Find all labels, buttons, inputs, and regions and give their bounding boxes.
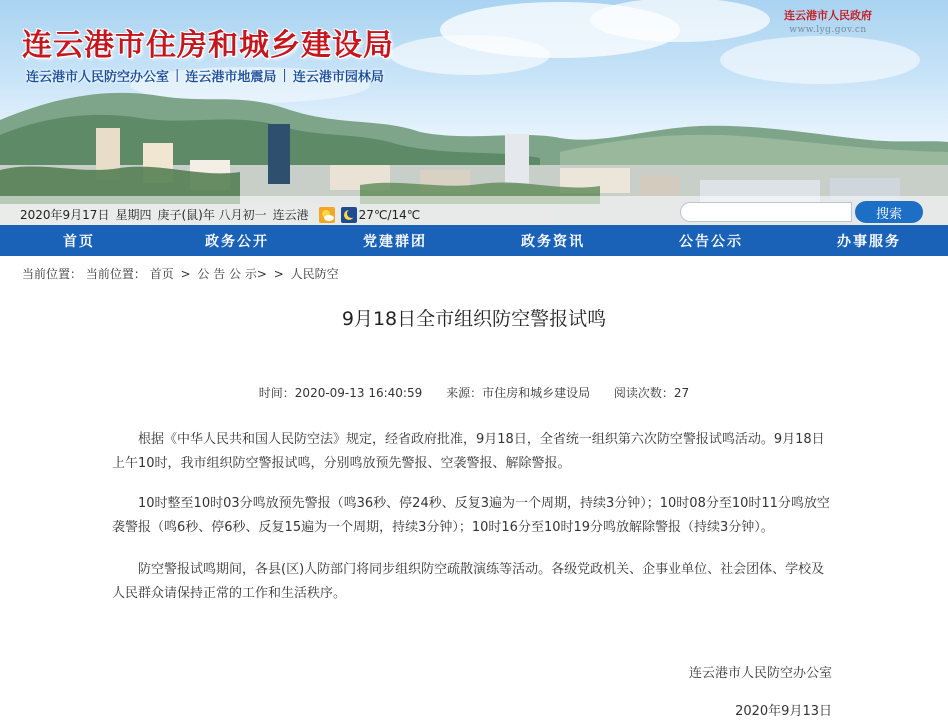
city-government-link[interactable] — [784, 7, 872, 35]
breadcrumb — [22, 265, 339, 282]
breadcrumb-prefix: 当前位置： — [22, 267, 83, 281]
sun-cloud-icon — [319, 207, 335, 223]
article-source: 来源：市住房和城乡建设局 — [446, 386, 591, 400]
search-button[interactable]: 搜索 — [855, 201, 923, 223]
separator: | — [175, 68, 180, 83]
city-text: 连云港 — [272, 208, 309, 222]
nav-item-home[interactable]: 首页 — [63, 233, 95, 250]
publish-time: 时间：2020-09-13 16:40:59 — [258, 386, 423, 400]
article-paragraph: 10时整至10时03分鸣放预先警报（鸣36秒、停24秒、反复3遍为一个周期，持续3分钟）；10时08分至10时11分鸣放空袭警报（鸣6秒、停6秒、反复15遍为一个周期，持续3分钟）；10时16分至10时19分鸣放解除警报（持续3分钟）。 — [112, 496, 830, 535]
site-title: 连云港市住房和城乡建设局 — [22, 28, 394, 63]
nav-item-government-affairs[interactable]: 政务公开 — [205, 233, 269, 250]
breadcrumb-category-link[interactable]: 人民防空 — [290, 267, 339, 281]
moon-icon — [341, 207, 357, 223]
article-signature: 连云港市人民防空办公室 — [688, 666, 832, 681]
date-text: 2020年9月17日 — [20, 208, 110, 222]
article-meta — [0, 384, 948, 401]
gov-url: www.lyg.gov.cn — [789, 25, 867, 35]
article-paragraph: 根据《中华人民共和国人民防空法》规定，经省政府批准，9月18日，全省统一组织第六次防空警报试鸣活动。9月18日上午10时，我市组织防空警报试鸣，分别鸣放预先警报、空袭警报、解除警报。 — [112, 432, 825, 471]
breadcrumb-home-link[interactable]: 首页 — [149, 267, 174, 281]
date-weather-strip — [0, 204, 660, 225]
weekday-text: 星期四 — [115, 208, 152, 222]
gov-name: 连云港市人民政府 — [784, 9, 872, 22]
breadcrumb-section-link[interactable]: 公 告 公 示> — [197, 267, 267, 281]
sub-office-link-earthquake[interactable]: 连云港市地震局 — [185, 70, 277, 85]
breadcrumb-separator: > — [180, 267, 191, 281]
article-paragraph: 防空警报试鸣期间，各县(区)人防部门将同步组织防空疏散演练等活动。各级党政机关、企事业单位、社会团体、学校及人民群众请保持正常的工作和生活秩序。 — [112, 562, 825, 601]
sub-office-links — [26, 66, 384, 85]
header-banner — [0, 0, 948, 225]
sub-office-link-gardens[interactable]: 连云港市园林局 — [292, 70, 384, 85]
article-sign-date: 2020年9月13日 — [735, 704, 832, 719]
breadcrumb-separator: > — [273, 267, 284, 281]
breadcrumb-current-label: 当前位置： — [85, 267, 146, 281]
lunar-date-text: 庚子(鼠)年 八月初一 — [157, 208, 267, 222]
nav-item-news[interactable]: 政务资讯 — [521, 233, 585, 250]
article-title: 9月18日全市组织防空警报试鸣 — [341, 308, 607, 330]
separator: | — [282, 68, 287, 83]
view-count: 阅读次数：27 — [613, 386, 690, 400]
nav-item-party-building[interactable]: 党建群团 — [363, 233, 427, 250]
nav-item-announcements[interactable]: 公告公示 — [679, 233, 743, 250]
main-nav — [0, 225, 948, 256]
sub-office-link-civil-defense[interactable]: 连云港市人民防空办公室 — [26, 70, 170, 85]
search-input[interactable] — [680, 202, 852, 222]
temperature-text: 27℃/14℃ — [358, 207, 421, 222]
nav-item-services[interactable]: 办事服务 — [837, 233, 901, 250]
